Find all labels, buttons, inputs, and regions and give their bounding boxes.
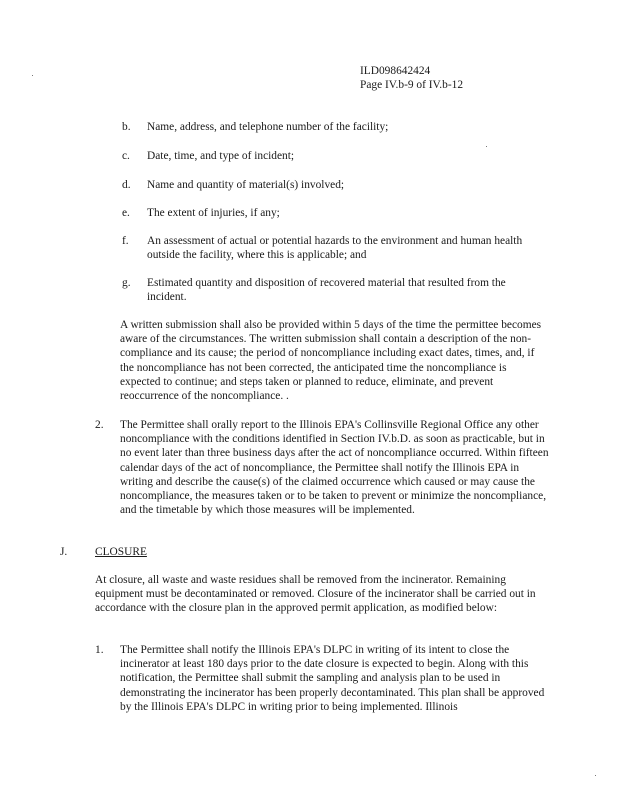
- section-label: J.: [60, 546, 68, 558]
- document-id: ILD098642424: [360, 65, 431, 77]
- list-item: [122, 120, 542, 136]
- numbered-item-2: [95, 418, 550, 534]
- scan-speck: [32, 75, 33, 76]
- scan-speck: [595, 775, 596, 776]
- section-title: CLOSURE: [95, 546, 147, 558]
- list-item-text: An assessment of actual or potential hazards to the environment and human health outside the facility, where this is applicable; and: [147, 235, 523, 262]
- list-item-text: Name, address, and telephone number of the facility;: [147, 121, 389, 133]
- list-item: [122, 149, 542, 165]
- list-item-label: f.: [122, 235, 129, 247]
- scan-speck: [486, 146, 487, 147]
- list-item: [122, 234, 542, 264]
- page-reference: Page IV.b-9 of IV.b-12: [360, 79, 464, 92]
- written-submission-paragraph: A written submission shall also be provided within 5 days of the time the permittee becomes aware of the circumstances. The written submission shall contain a description of the non-compliance and its cause; the period of noncompliance including exact dates, times, and, if the noncompliance has not been corrected, the anticipated time the noncompliance is expected to continue; and steps taken or planned to reduce, eliminate, and prevent reoccurrence of the noncompliance. .: [120, 319, 542, 403]
- list-item: [122, 276, 542, 306]
- item-number: 1.: [95, 644, 104, 656]
- list-item: [122, 206, 542, 222]
- page-header: [360, 64, 560, 92]
- list-item: [122, 178, 542, 194]
- list-item-text: Estimated quantity and disposition of recovered material that resulted from the incident.: [147, 277, 506, 304]
- list-item-text: Date, time, and type of incident;: [147, 150, 295, 162]
- list-item-label: e.: [122, 207, 130, 219]
- item-number: 2.: [95, 419, 104, 431]
- item-text: The Permittee shall notify the Illinois EPA's DLPC in writing of its intent to close the incinerator at least 180 days prior to the date closure is expected to begin. Along with this notification, the Permittee shall submit the sampling and analysis plan to be used in demonstrating the incinerator has been properly decontaminated. This plan shall be approved by the Illinois EPA's DLPC in writing prior to being implemented. Illinois: [120, 644, 545, 713]
- item-text: The Permittee shall orally report to the Illinois EPA's Collinsville Regional Office any other noncompliance with the conditions identified in Section IV.b.D. as soon as practicable, but in no event later than three business days after the act of noncompliance occurred. Within fifteen calendar days of the act of noncompliance, the Permittee shall notify the Illinois EPA in writing and describe the cause(s) of the claimed occurrence which caused or may cause the noncompliance, the measures taken or to be taken to prevent or minimize the noncompliance, and the timetable by which those measures will be implemented.: [120, 419, 549, 517]
- list-item-label: c.: [122, 150, 130, 162]
- list-item-label: d.: [122, 179, 131, 191]
- list-item-text: The extent of injuries, if any;: [147, 207, 280, 219]
- list-item-label: g.: [122, 277, 131, 289]
- list-item-text: Name and quantity of material(s) involved;: [147, 179, 345, 191]
- closure-item-1: [95, 643, 550, 733]
- section-heading: [60, 545, 260, 561]
- closure-intro-paragraph: At closure, all waste and waste residues shall be removed from the incinerator. Remaining equipment must be decontaminated or removed. Closure of the incinerator shall be carried out in accordance with the closure plan in the approved permit application, as modified below:: [95, 574, 536, 615]
- list-item-label: b.: [122, 121, 131, 133]
